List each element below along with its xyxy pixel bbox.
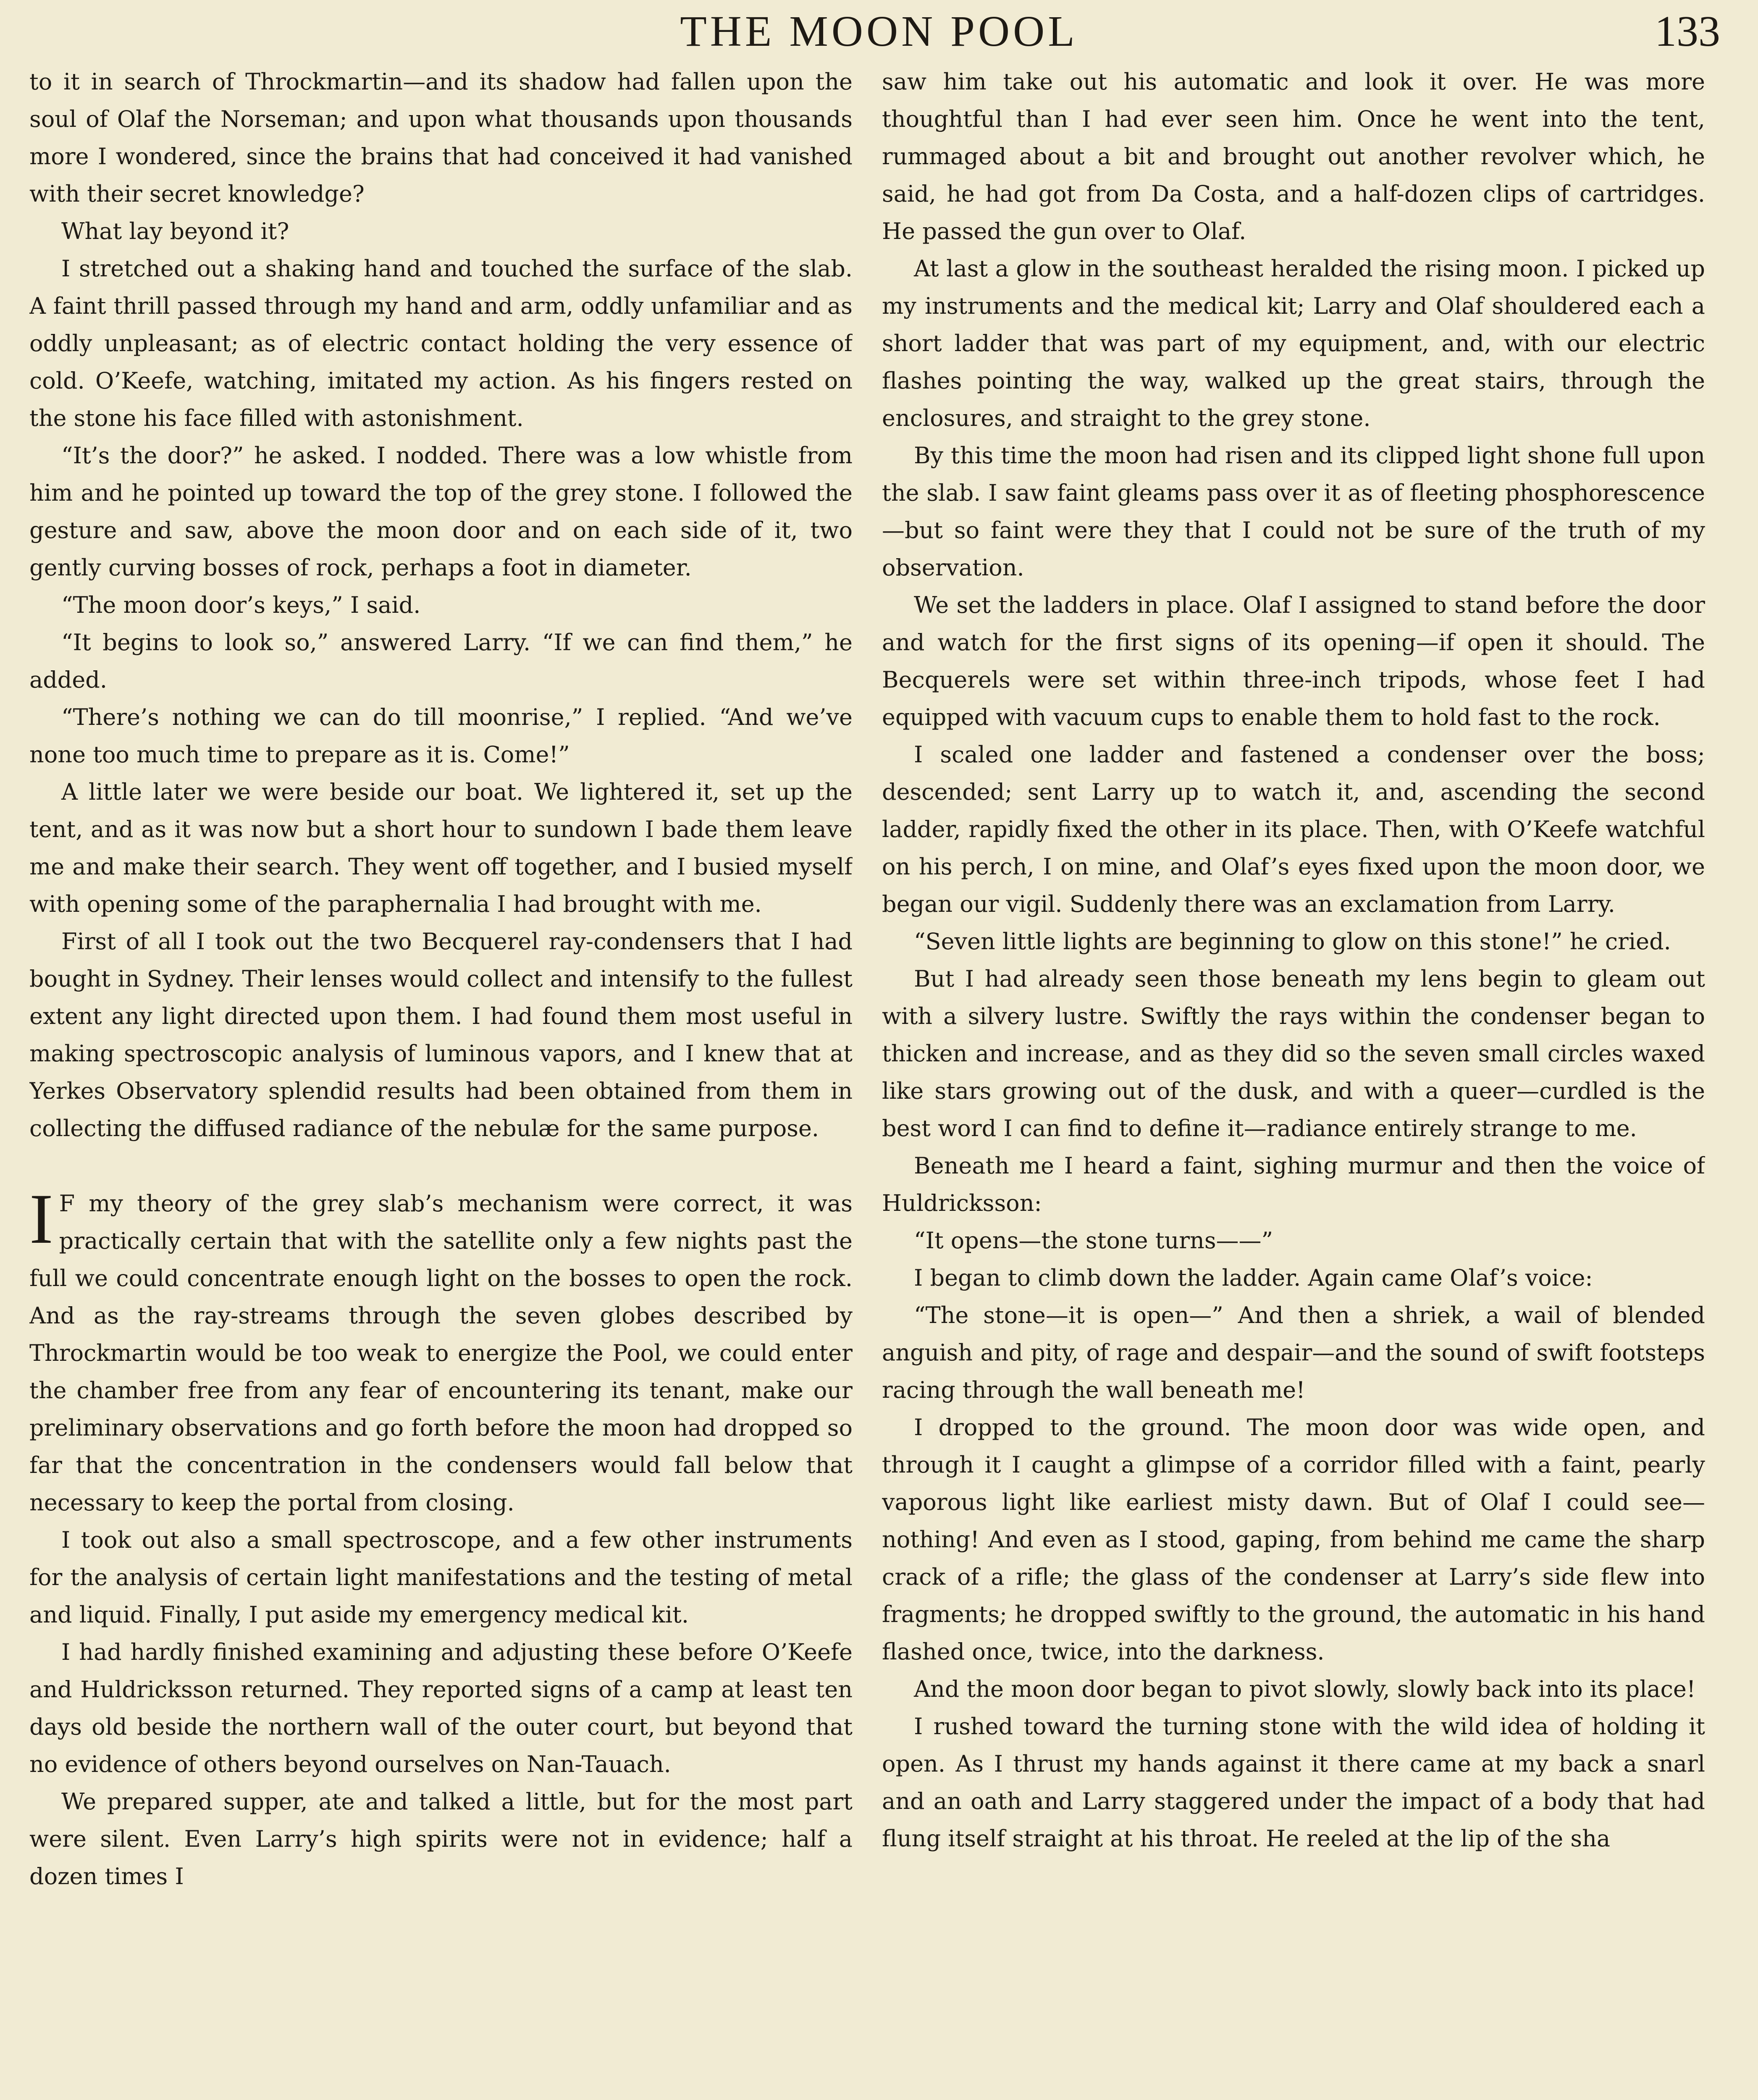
- paragraph-text: saw him take out his automatic and look it over. He was more thoughtful than I had ever seen him. Once he went into the tent, rummaged about a bit and brought out another revolver which, he said, he had got from Da Costa, and a half-dozen clips of cartridges. He passed the gun over to Olaf.: [882, 68, 1705, 244]
- paragraph: [29, 1179, 853, 1521]
- paragraph: [29, 63, 853, 213]
- paragraph-text: We set the ladders in place. Olaf I assigned to stand before the door and watch for the first signs of its opening—if open it should. The Becquerels were set within three-inch tripods, whose feet I had equipped with vacuum cups to enable them to hold fast to the rock.: [882, 592, 1705, 730]
- paragraph-text: But I had already seen those beneath my lens begin to gleam out with a silvery lustre. Swiftly the rays within the condenser began to thicken and increase, and as they did so the seven small circles waxed like stars growing out of the dusk, and with a queer—curdled is the best word I can find to define it—radiance entirely strange to me.: [882, 966, 1705, 1142]
- paragraph: [29, 586, 853, 624]
- paragraph-text: By this time the moon had risen and its clipped light shone full upon the slab. I saw faint gleams pass over it as of fleeting phosphorescence—but so faint were they that I could not be sure of the truth of my observation.: [882, 442, 1705, 581]
- paragraph-text: And the moon door began to pivot slowly, slowly back into its place!: [914, 1676, 1696, 1702]
- paragraph-text: “It opens—the stone turns——”: [914, 1227, 1273, 1254]
- drop-cap: I: [29, 1179, 53, 1258]
- paragraph: [29, 698, 853, 773]
- page-number: 133: [1655, 7, 1720, 55]
- paragraph-text: First of all I took out the two Becquerel ray-condensers that I had bought in Sydney. Their lenses would collect and intensify to the fullest extent any light directed upon them. I had found them most useful in making spectroscopic analysis of luminous vapors, and I knew that at Yerkes Observatory splendid results had been obtained from them in collecting the diffused radiance of the nebulæ for the same purpose.: [29, 928, 853, 1142]
- paragraph: [882, 1708, 1705, 1857]
- page-header: [0, 4, 1758, 59]
- paragraph: [29, 624, 853, 698]
- paragraph: [29, 1633, 853, 1783]
- left-column: [29, 63, 853, 2100]
- paragraph-text: What lay beyond it?: [61, 218, 289, 244]
- paragraph: [882, 586, 1705, 736]
- paragraph-text: I scaled one ladder and fastened a condenser over the boss; descended; sent Larry up to watch it, and, ascending the second ladder, rapidly fixed the other in its place. Then, with O’Keefe watchful on his perch, I on mine, and Olaf’s eyes fixed upon the moon door, we began our vigil. Suddenly there was an exclamation from Larry.: [882, 741, 1705, 917]
- paragraph: [882, 736, 1705, 923]
- paragraph-text: “The moon door’s keys,” I said.: [61, 592, 421, 618]
- paragraph: [882, 1409, 1705, 1670]
- paragraph-text: A little later we were beside our boat. We lightered it, set up the tent, and as it was now but a short hour to sundown I bade them leave me and make their search. They went off together, and I busied myself with opening some of the paraphernalia I had brought with me.: [29, 779, 853, 917]
- paragraph: [882, 960, 1705, 1147]
- paragraph-text: “It begins to look so,” answered Larry. “If we can find them,” he added.: [29, 629, 853, 693]
- running-title: THE MOON POOL: [680, 7, 1078, 55]
- paragraph: [882, 63, 1705, 250]
- paragraph: [29, 773, 853, 923]
- paragraph: [882, 1297, 1705, 1409]
- paragraph-text: “There’s nothing we can do till moonrise,” I replied. “And we’ve none too much time to prepare as it is. Come!”: [29, 704, 853, 768]
- paragraph: [29, 213, 853, 250]
- paragraph: [882, 1670, 1705, 1708]
- paragraph-text: F my theory of the grey slab’s mechanism were correct, it was practically certain that with the satellite only a few nights past the full we could concentrate enough light on the bosses to open the rock. And as the ray-streams through the seven globes described by Throckmartin would be too weak to energize the Pool, we could enter the chamber free from any fear of encountering its tenant, make our preliminary observations and go forth before the moon had dropped so far that the concentration in the condensers would fall below that necessary to keep the portal from closing.: [29, 1190, 853, 1516]
- paragraph: [882, 923, 1705, 960]
- paragraph-text: I rushed toward the turning stone with the wild idea of holding it open. As I thrust my hands against it there came at my back a snarl and an oath and Larry staggered under the impact of a body that had flung itself straight at his throat. He reeled at the lip of the sha: [882, 1713, 1705, 1852]
- paragraph: [29, 923, 853, 1147]
- paragraph: [882, 1259, 1705, 1297]
- paragraph-text: We prepared supper, ate and talked a little, but for the most part were silent. Even Larry’s high spirits were not in evidence; half a dozen times I: [29, 1788, 853, 1890]
- paragraph-text: “The stone—it is open—” And then a shriek, a wail of blended anguish and pity, of rage and despair—and the sound of swift footsteps racing through the wall beneath me!: [882, 1302, 1705, 1403]
- paragraph: [882, 1147, 1705, 1222]
- paragraph-text: I took out also a small spectroscope, and a few other instruments for the analysis of certain light manifestations and the testing of metal and liquid. Finally, I put aside my emergency medical kit.: [29, 1527, 853, 1628]
- paragraph-text: to it in search of Throckmartin—and its shadow had fallen upon the soul of Olaf the Norseman; and upon what thousands upon thousands more I wondered, since the brains that had conceived it had vanished with their secret knowledge?: [29, 68, 853, 207]
- paragraph-text: I began to climb down the ladder. Again came Olaf’s voice:: [914, 1265, 1593, 1291]
- paragraph-text: Beneath me I heard a faint, sighing murmur and then the voice of Huldricksson:: [882, 1152, 1705, 1216]
- paragraph: [29, 1521, 853, 1633]
- paragraph: [882, 250, 1705, 437]
- paragraph: [29, 250, 853, 437]
- paragraph: [29, 437, 853, 586]
- paragraph-text: I had hardly finished examining and adjusting these before O’Keefe and Huldricksson returned. They reported signs of a camp at least ten days old beside the northern wall of the outer court, but beyond that no evidence of others beyond ourselves on Nan-Tauach.: [29, 1639, 853, 1777]
- right-column: [882, 63, 1705, 2100]
- paragraph-text: I dropped to the ground. The moon door was wide open, and through it I caught a glimpse of a corridor filled with a faint, pearly vaporous light like earliest misty dawn. But of Olaf I could see—nothing! And even as I stood, gaping, from behind me came the sharp crack of a rifle; the glass of the condenser at Larry’s side flew into fragments; he dropped swiftly to the ground, the automatic in his hand flashed once, twice, into the darkness.: [882, 1414, 1705, 1665]
- paragraph: [882, 437, 1705, 586]
- paragraph-text: At last a glow in the southeast heralded the rising moon. I picked up my instruments and the medical kit; Larry and Olaf shouldered each a short ladder that was part of my equipment, and, with our electric flashes pointing the way, walked up the great stairs, through the enclosures, and straight to the grey stone.: [882, 255, 1705, 431]
- paragraph-text: “It’s the door?” he asked. I nodded. There was a low whistle from him and he pointed up toward the top of the grey stone. I followed the gesture and saw, above the moon door and on each side of it, two gently curving bosses of rock, perhaps a foot in diameter.: [29, 442, 853, 581]
- paragraph-text: “Seven little lights are beginning to glow on this stone!” he cried.: [914, 928, 1671, 955]
- paragraph-text: I stretched out a shaking hand and touched the surface of the slab. A faint thrill passed through my hand and arm, oddly unfamiliar and as oddly unpleasant; as of electric contact holding the very essence of cold. O’Keefe, watching, imitated my action. As his fingers rested on the stone his face filled with astonishment.: [29, 255, 853, 431]
- paragraph: [29, 1783, 853, 1895]
- paragraph: [882, 1222, 1705, 1259]
